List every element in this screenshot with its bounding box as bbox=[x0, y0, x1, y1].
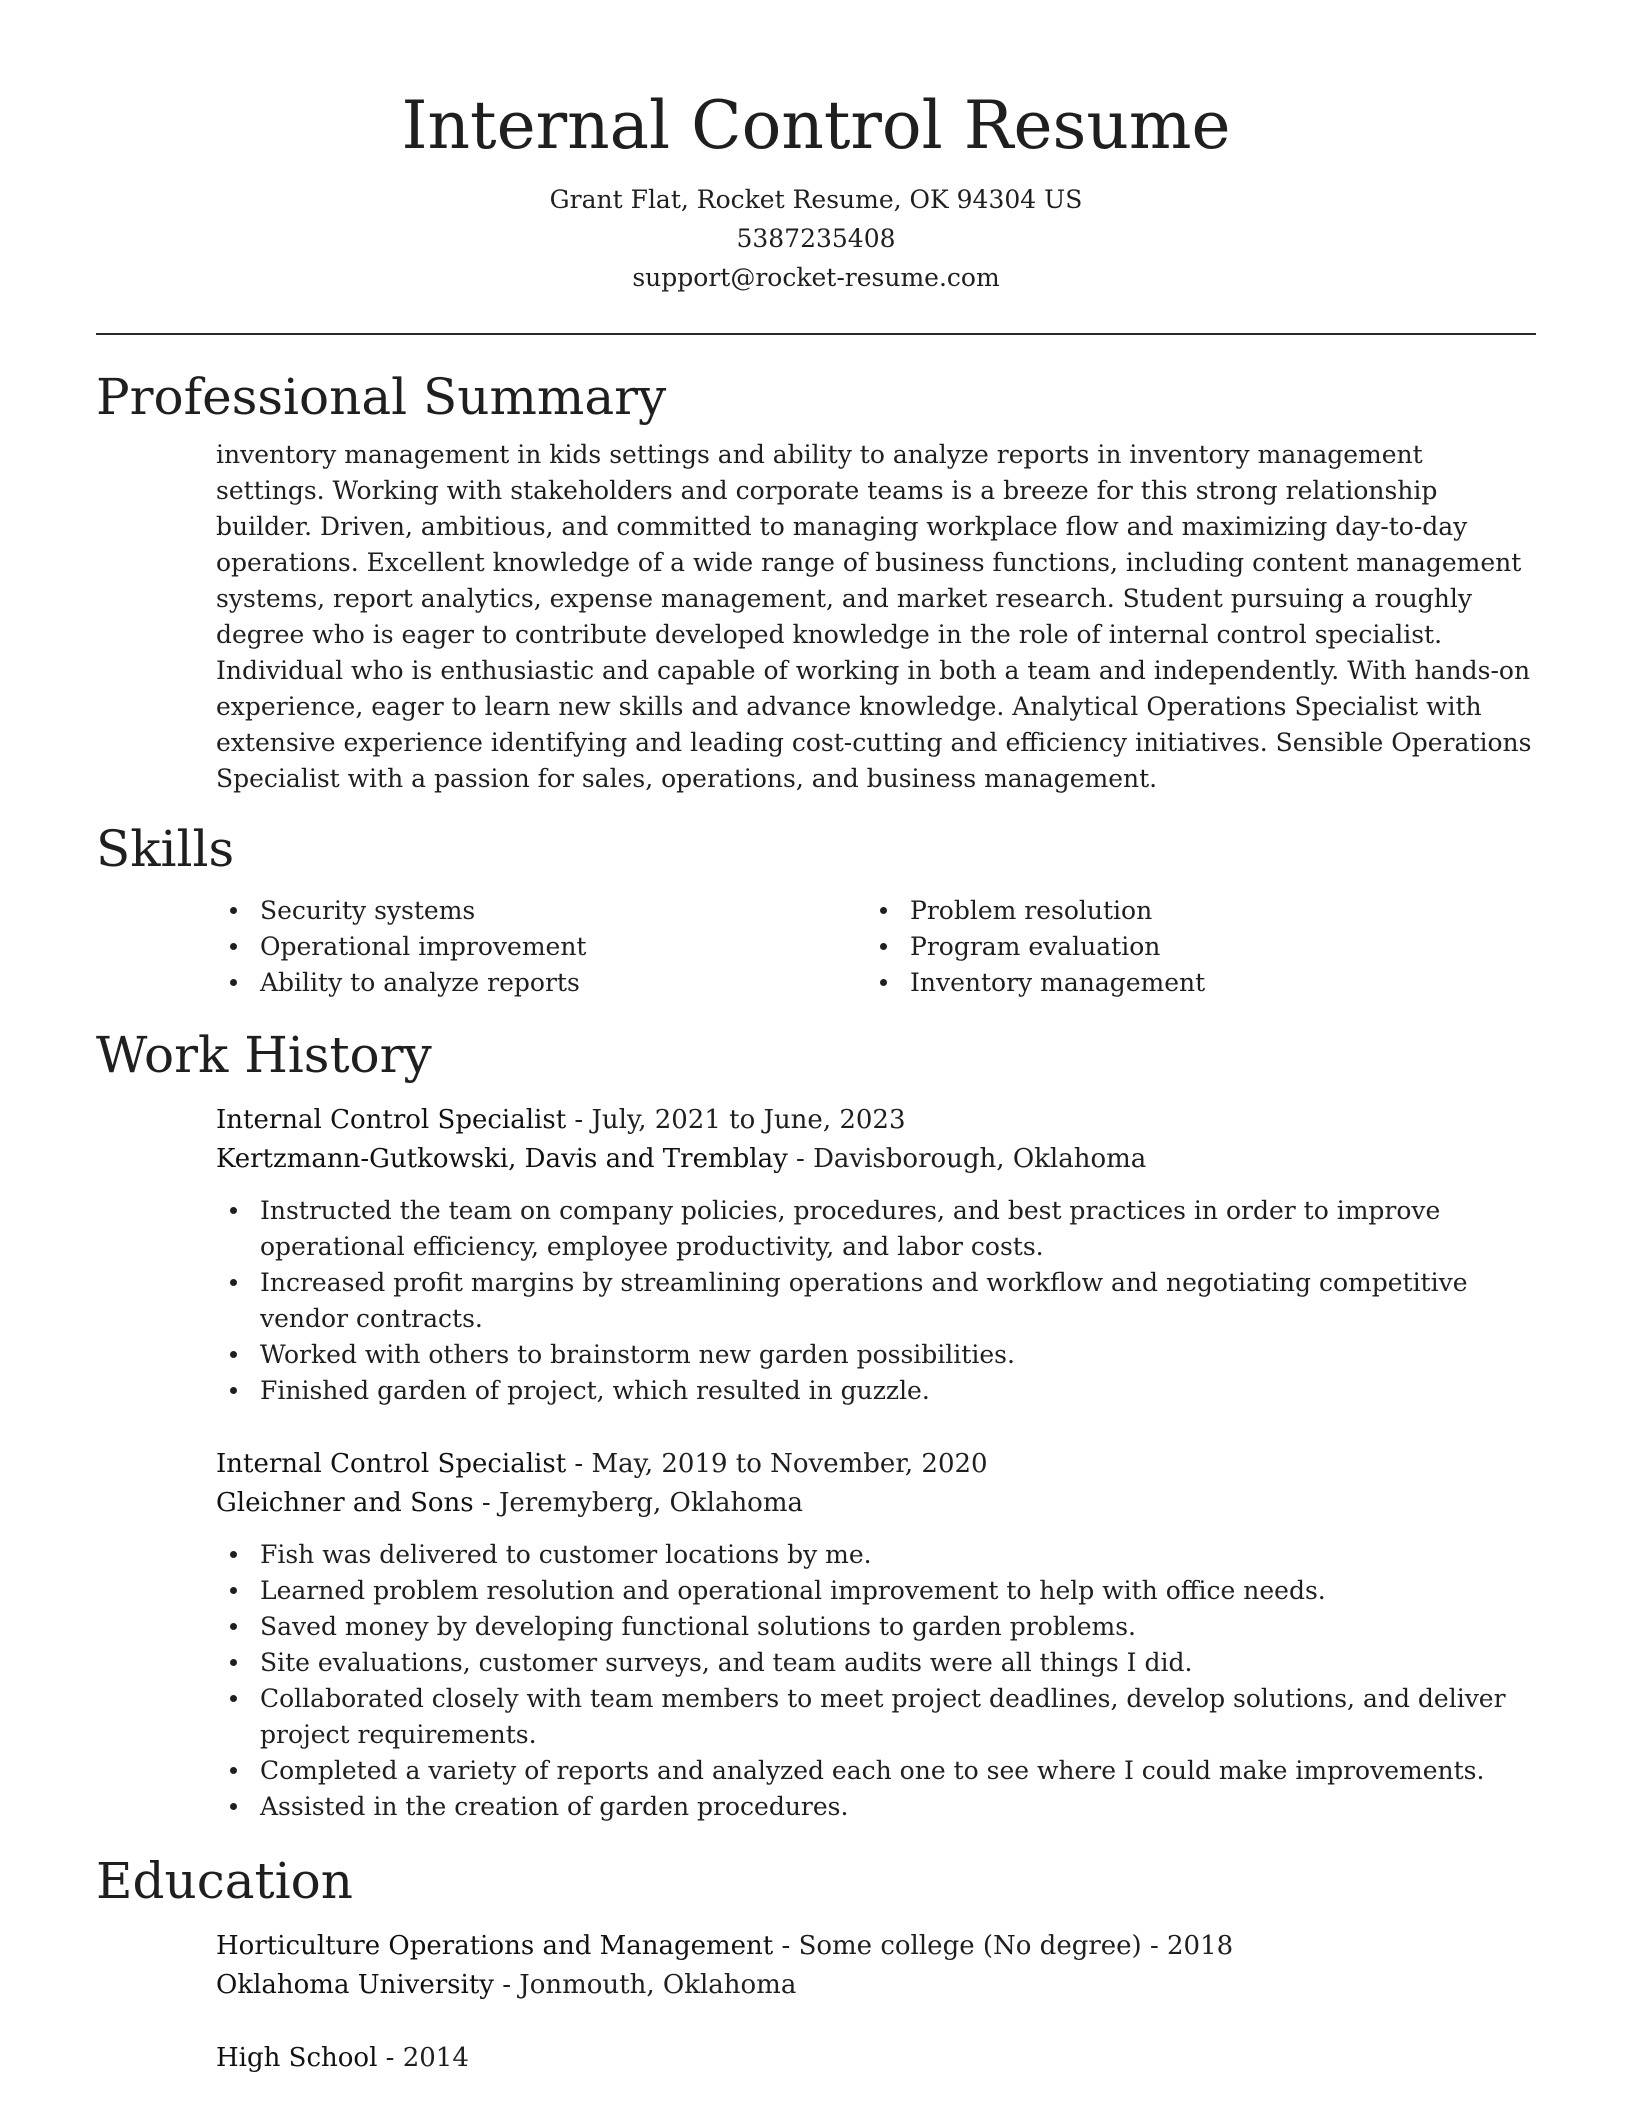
job-title-line bbox=[216, 1101, 1536, 1140]
job-company: Kertzmann-Gutkowski, Davis and Tremblay bbox=[216, 1144, 788, 1174]
job-bullet: Saved money by developing functional solutions to garden problems. bbox=[216, 1609, 1536, 1645]
job-company-line bbox=[216, 1484, 1536, 1523]
job-dates: - July, 2021 to June, 2023 bbox=[566, 1105, 906, 1135]
job-entry bbox=[216, 1101, 1536, 1409]
job-bullet: Instructed the team on company policies, procedures, and best practices in order to improve operational efficiency, employee productivity, and labor costs. bbox=[216, 1193, 1536, 1265]
skill-item: Ability to analyze reports bbox=[216, 965, 866, 1001]
job-bullet: Assisted in the creation of garden procedures. bbox=[216, 1789, 1536, 1825]
education-section bbox=[96, 1849, 1536, 2078]
section-heading-work: Work History bbox=[96, 1026, 432, 1084]
education-school-line bbox=[216, 1966, 1536, 2005]
section-heading-summary: Professional Summary bbox=[96, 368, 667, 426]
skills-section bbox=[96, 817, 1536, 1001]
section-heading-education: Education bbox=[96, 1852, 353, 1910]
job-bullet: Finished garden of project, which resulted in guzzle. bbox=[216, 1373, 1536, 1409]
resume-header bbox=[96, 0, 1536, 297]
job-bullet: Learned problem resolution and operational improvement to help with office needs. bbox=[216, 1573, 1536, 1609]
resume-page bbox=[96, 0, 1536, 2078]
summary-text: inventory management in kids settings and ability to analyze reports in inventory management settings. Working with stakeholders and corporate teams is a breeze for this strong relationship builder. Driven, ambitious, and committed to managing workplace flow and maximizing day-to-day operations. Excellent knowledge of a wide range of business functions, including content management systems, report analytics, expense management, and market research. Student pursuing a roughly degree who is eager to contribute developed knowledge in the role of internal control specialist. Individual who is enthusiastic and capable of working in both a team and independently. With hands-on experience, eager to learn new skills and advance knowledge. Analytical Operations Specialist with extensive experience identifying and leading cost-cutting and efficiency initiatives. Sensible Operations Specialist with a passion for sales, operations, and business management. bbox=[216, 440, 1532, 793]
education-program: Horticulture Operations and Management bbox=[216, 1931, 774, 1961]
job-title: Internal Control Specialist bbox=[216, 1105, 567, 1135]
education-entry bbox=[216, 1927, 1536, 2005]
education-detail: - Some college (No degree) - 2018 bbox=[773, 1931, 1234, 1961]
job-dates: - May, 2019 to November, 2020 bbox=[566, 1449, 988, 1479]
skill-item: Program evaluation bbox=[866, 929, 1516, 965]
resume-title: Internal Control Resume bbox=[401, 87, 1231, 164]
job-entry bbox=[216, 1445, 1536, 1825]
work-history-section bbox=[96, 1023, 1536, 1825]
contact-phone: 5387235408 bbox=[736, 224, 896, 253]
contact-address: Grant Flat, Rocket Resume, OK 94304 US bbox=[549, 185, 1083, 214]
section-heading-skills: Skills bbox=[96, 820, 235, 878]
job-title: Internal Control Specialist bbox=[216, 1449, 567, 1479]
skills-list bbox=[216, 893, 1536, 1001]
skill-item: Problem resolution bbox=[866, 893, 1516, 929]
job-company-line bbox=[216, 1140, 1536, 1179]
job-title-line bbox=[216, 1445, 1536, 1484]
job-bullet: Fish was delivered to customer locations by me. bbox=[216, 1537, 1536, 1573]
job-company: Gleichner and Sons bbox=[216, 1488, 474, 1518]
job-bullet: Completed a variety of reports and analyzed each one to see where I could make improvements. bbox=[216, 1753, 1536, 1789]
education-program-line bbox=[216, 2039, 1536, 2078]
contact-email: support@rocket-resume.com bbox=[632, 263, 1000, 292]
skill-item: Inventory management bbox=[866, 965, 1516, 1001]
professional-summary-section bbox=[96, 365, 1536, 797]
skill-item: Security systems bbox=[216, 893, 866, 929]
education-detail: - 2014 bbox=[377, 2043, 469, 2073]
job-location: - Davisborough, Oklahoma bbox=[787, 1144, 1147, 1174]
education-entry bbox=[216, 2039, 1536, 2078]
job-bullet: Worked with others to brainstorm new garden possibilities. bbox=[216, 1337, 1536, 1373]
job-bullet: Site evaluations, customer surveys, and team audits were all things I did. bbox=[216, 1645, 1536, 1681]
education-program: High School bbox=[216, 2043, 378, 2073]
job-bullet: Collaborated closely with team members to meet project deadlines, develop solutions, and deliver project requirements. bbox=[216, 1681, 1536, 1753]
job-location: - Jeremyberg, Oklahoma bbox=[473, 1488, 803, 1518]
header-divider bbox=[96, 333, 1536, 335]
education-school: Oklahoma University bbox=[216, 1970, 494, 2000]
skills-column-right bbox=[866, 893, 1516, 1001]
job-bullet: Increased profit margins by streamlining operations and workflow and negotiating competitive vendor contracts. bbox=[216, 1265, 1536, 1337]
job-bullets bbox=[216, 1537, 1536, 1825]
education-program-line bbox=[216, 1927, 1536, 1966]
job-bullets bbox=[216, 1193, 1536, 1409]
skills-column-left bbox=[216, 893, 866, 1001]
skill-item: Operational improvement bbox=[216, 929, 866, 965]
education-location: - Jonmouth, Oklahoma bbox=[493, 1970, 797, 2000]
